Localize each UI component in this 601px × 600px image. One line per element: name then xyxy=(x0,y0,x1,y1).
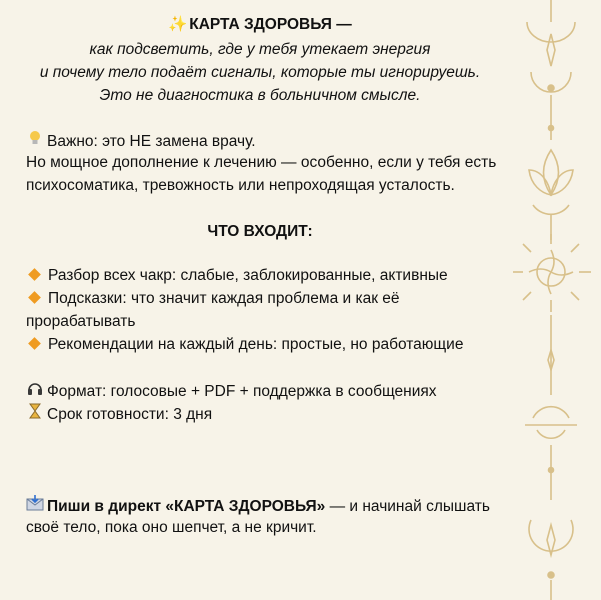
list-item xyxy=(26,289,400,309)
title-line xyxy=(0,15,520,35)
format-text: Формат: голосовые + PDF + поддержка в сообщениях xyxy=(47,383,437,400)
deadline-line xyxy=(26,403,212,425)
envelope-icon xyxy=(26,495,44,517)
important-text-2: психосоматика, тревожность или непроходящая усталость. xyxy=(26,177,455,194)
diamond-bullet-icon xyxy=(28,268,41,281)
cta-line xyxy=(26,495,490,517)
important-text-1: Но мощное дополнение к лечению — особенно, если у тебя есть xyxy=(26,154,497,171)
diamond-bullet-icon xyxy=(28,337,41,350)
intro-line-3: Это не диагностика в больничном смысле. xyxy=(99,87,421,104)
diamond-bullet-icon xyxy=(28,291,41,304)
list-item-text: Разбор всех чакр: слабые, заблокированные, активные xyxy=(48,267,448,284)
list-item xyxy=(26,335,463,355)
intro-line-1: как подсветить, где у тебя утекает энергия xyxy=(89,41,431,58)
cta-line-2: своё тело, пока оно шепчет, а не кричит. xyxy=(26,519,317,536)
celestial-ornament xyxy=(511,0,601,600)
list-item-continuation: прорабатывать xyxy=(26,313,136,330)
cta-bold: Пиши в директ «КАРТА ЗДОРОВЬЯ» xyxy=(47,498,326,515)
page-title: КАРТА ЗДОРОВЬЯ — xyxy=(189,16,352,33)
hourglass-icon xyxy=(26,403,44,425)
headphones-icon xyxy=(26,380,44,402)
list-item-text: Подсказки: что значит каждая проблема и как её xyxy=(48,290,400,307)
sparkles-icon: ✨ xyxy=(168,16,188,33)
important-line xyxy=(26,130,256,152)
deadline-text: Срок готовности: 3 дня xyxy=(47,406,213,423)
list-item-text: Рекомендации на каждый день: простые, но работающие xyxy=(48,336,464,353)
intro-line-2: и почему тело подаёт сигналы, которые ты игнорируешь. xyxy=(39,64,481,81)
includes-heading: ЧТО ВХОДИТ: xyxy=(207,223,313,240)
cta-rest: — и начинай слышать xyxy=(325,498,490,515)
format-line xyxy=(26,380,437,402)
lightbulb-icon xyxy=(26,130,44,152)
list-item xyxy=(26,266,448,286)
important-label: Важно: это НЕ замена врачу. xyxy=(47,133,256,150)
